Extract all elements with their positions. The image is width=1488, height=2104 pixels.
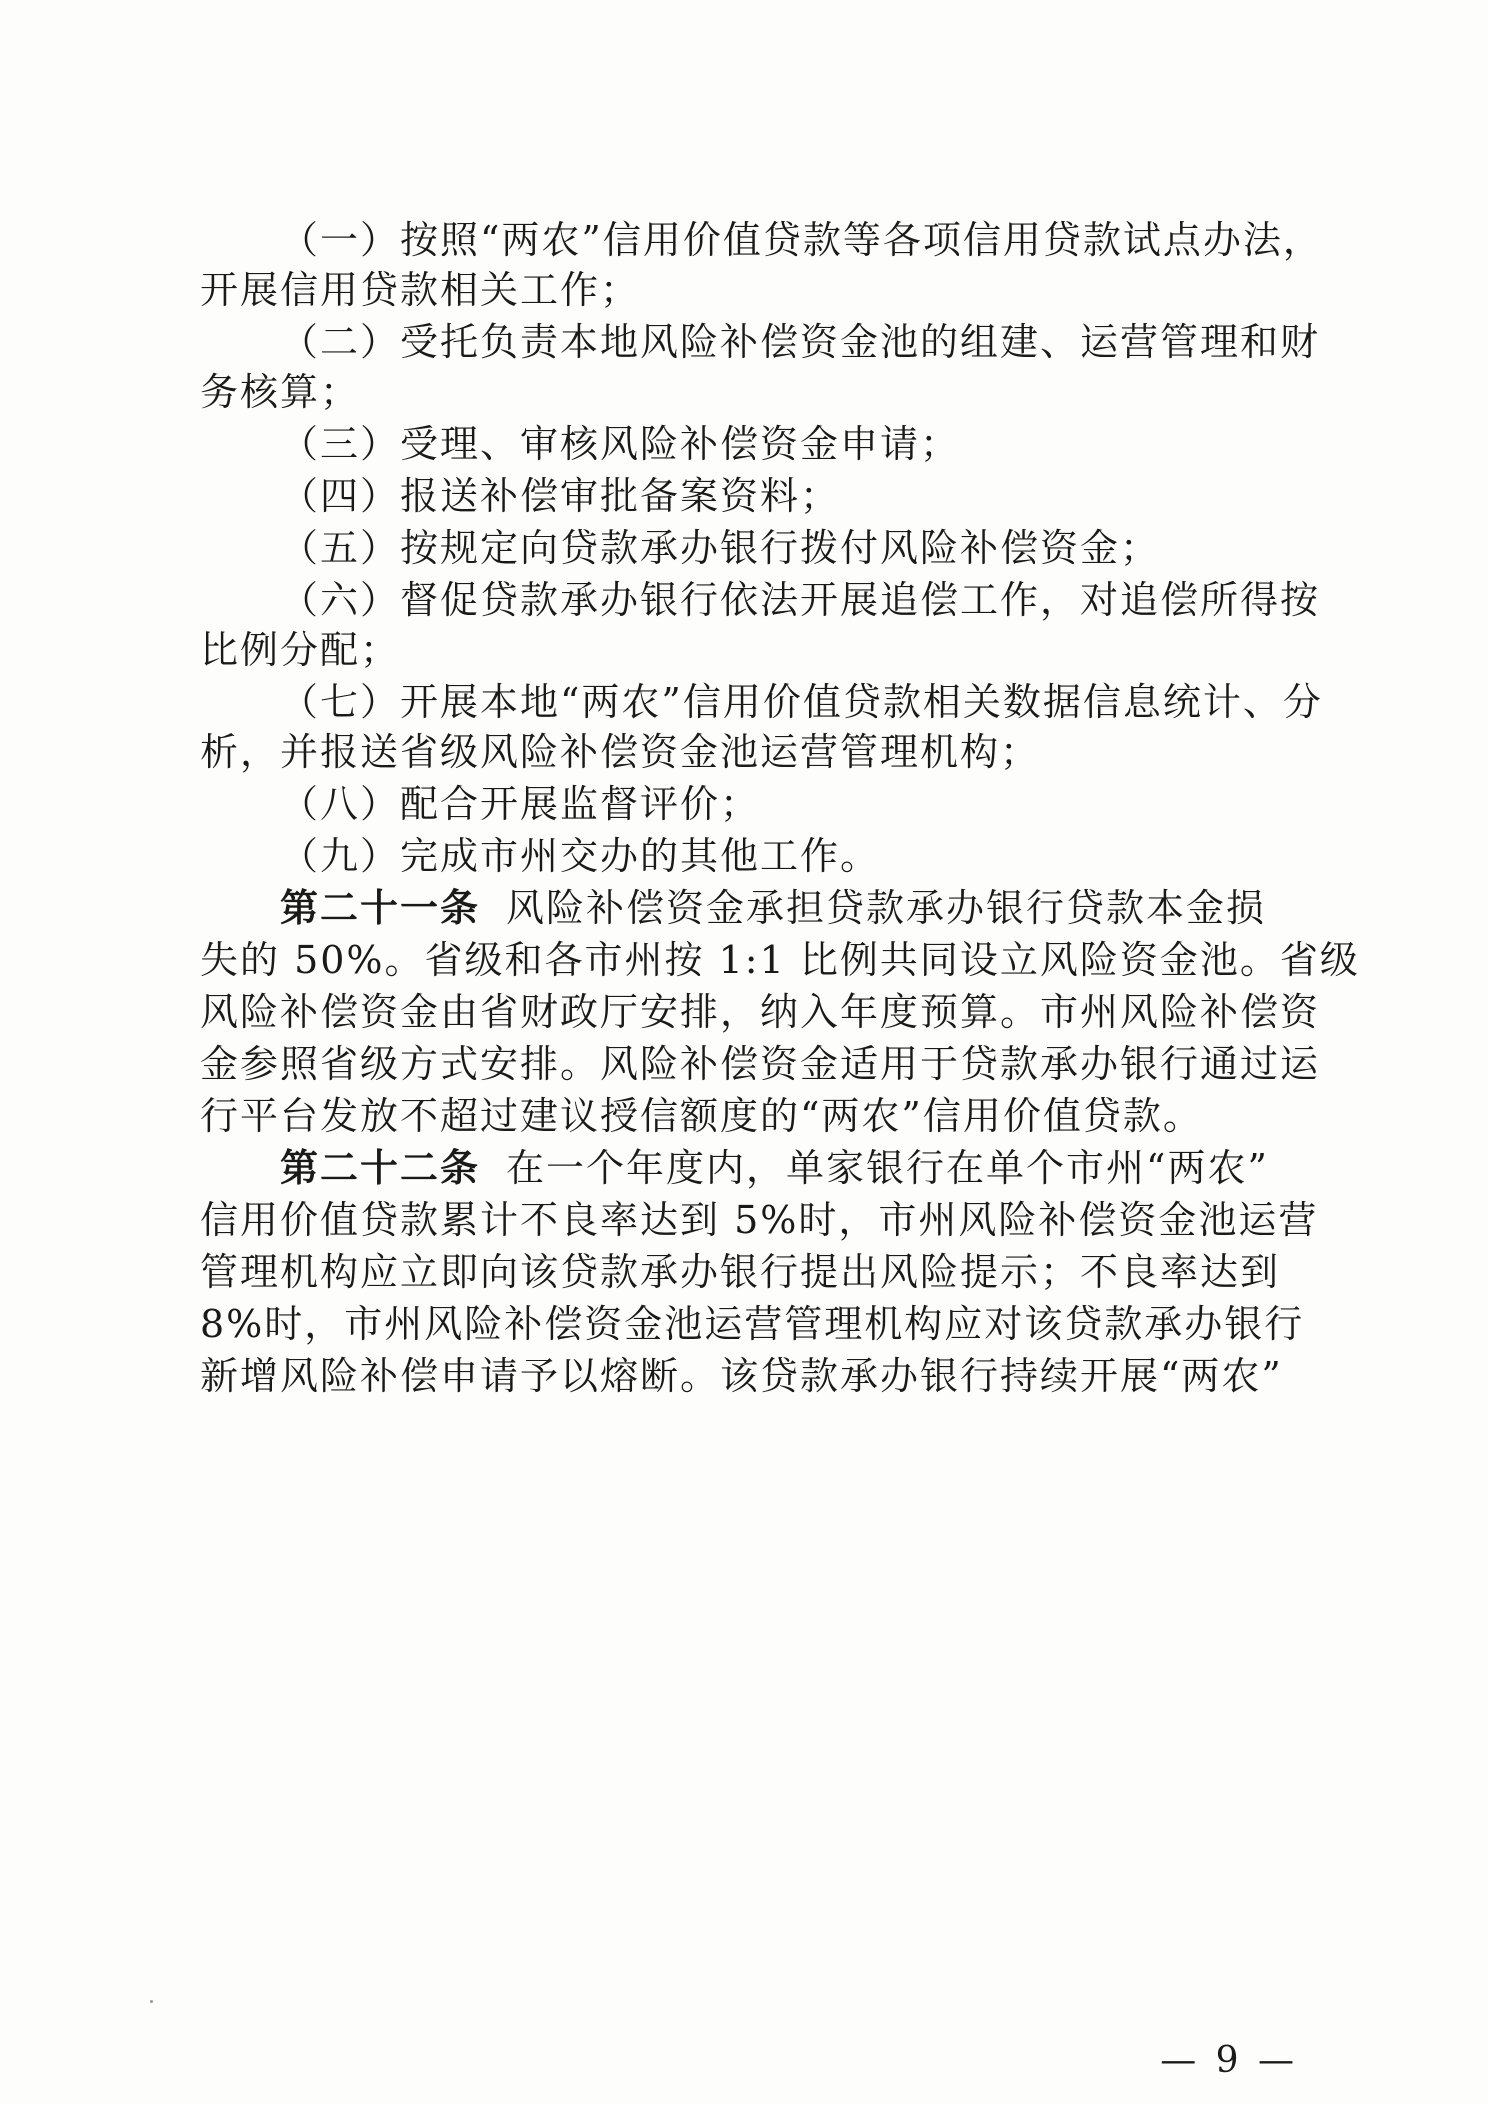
clause-2-line-2: 务核算； — [200, 370, 361, 414]
clause-5: （五）按规定向贷款承办银行拨付风险补偿资金； — [280, 526, 1161, 570]
article-22-line-4: 8%时，市州风险补偿资金池运营管理机构应对该贷款承办银行 — [200, 1302, 1305, 1346]
article-22-line-3: 管理机构应立即向该贷款承办银行提出风险提示；不良率达到 — [200, 1250, 1281, 1294]
clause-6-line-2: 比例分配； — [200, 628, 401, 672]
article-22-line-1 — [0, 1144, 1488, 1192]
article-21-heading: 第二十一条 — [280, 885, 481, 930]
article-21-line-1 — [0, 884, 1488, 932]
article-22-text-1: 在一个年度内，单家银行在单个市州“两农” — [506, 1146, 1269, 1190]
article-21-text-1: 风险补偿资金承担贷款承办银行贷款本金损 — [506, 886, 1267, 930]
clause-1-line-2: 开展信用贷款相关工作； — [200, 268, 641, 312]
clause-3: （三）受理、审核风险补偿资金申请； — [280, 422, 961, 466]
clause-7-line-2: 析，并报送省级风险补偿资金池运营管理机构； — [200, 730, 1041, 774]
article-21-line-3: 风险补偿资金由省财政厅安排，纳入年度预算。市州风险补偿资 — [200, 990, 1321, 1034]
clause-8: （八）配合开展监督评价； — [280, 782, 761, 826]
article-22-line-5: 新增风险补偿申请予以熔断。该贷款承办银行持续开展“两农” — [200, 1354, 1283, 1398]
clause-4: （四）报送补偿审批备案资料； — [280, 474, 841, 518]
clause-2-line-1: （二）受托负责本地风险补偿资金池的组建、运营管理和财 — [280, 320, 1321, 364]
article-22-line-2: 信用价值贷款累计不良率达到 5%时，市州风险补偿资金池运营 — [200, 1198, 1319, 1242]
clause-9: （九）完成市州交办的其他工作。 — [280, 834, 881, 878]
clause-1-line-1: （一）按照“两农”信用价值贷款等各项信用贷款试点办法， — [280, 218, 1323, 262]
clause-7-line-1: （七）开展本地“两农”信用价值贷款相关数据信息统计、分 — [280, 680, 1323, 724]
article-21-line-2: 失的 50%。省级和各市州按 1:1 比例共同设立风险资金池。省级 — [200, 938, 1360, 982]
article-21-line-4: 金参照省级方式安排。风险补偿资金适用于贷款承办银行通过运 — [200, 1042, 1321, 1086]
clause-6-line-1: （六）督促贷款承办银行依法开展追偿工作，对追偿所得按 — [280, 578, 1321, 622]
scan-speck — [150, 2000, 153, 2003]
article-22-heading: 第二十二条 — [280, 1145, 481, 1190]
page-number: — 9 — — [1160, 2040, 1298, 2081]
article-21-line-5: 行平台发放不超过建议授信额度的“两农”信用价值贷款。 — [200, 1094, 1203, 1138]
